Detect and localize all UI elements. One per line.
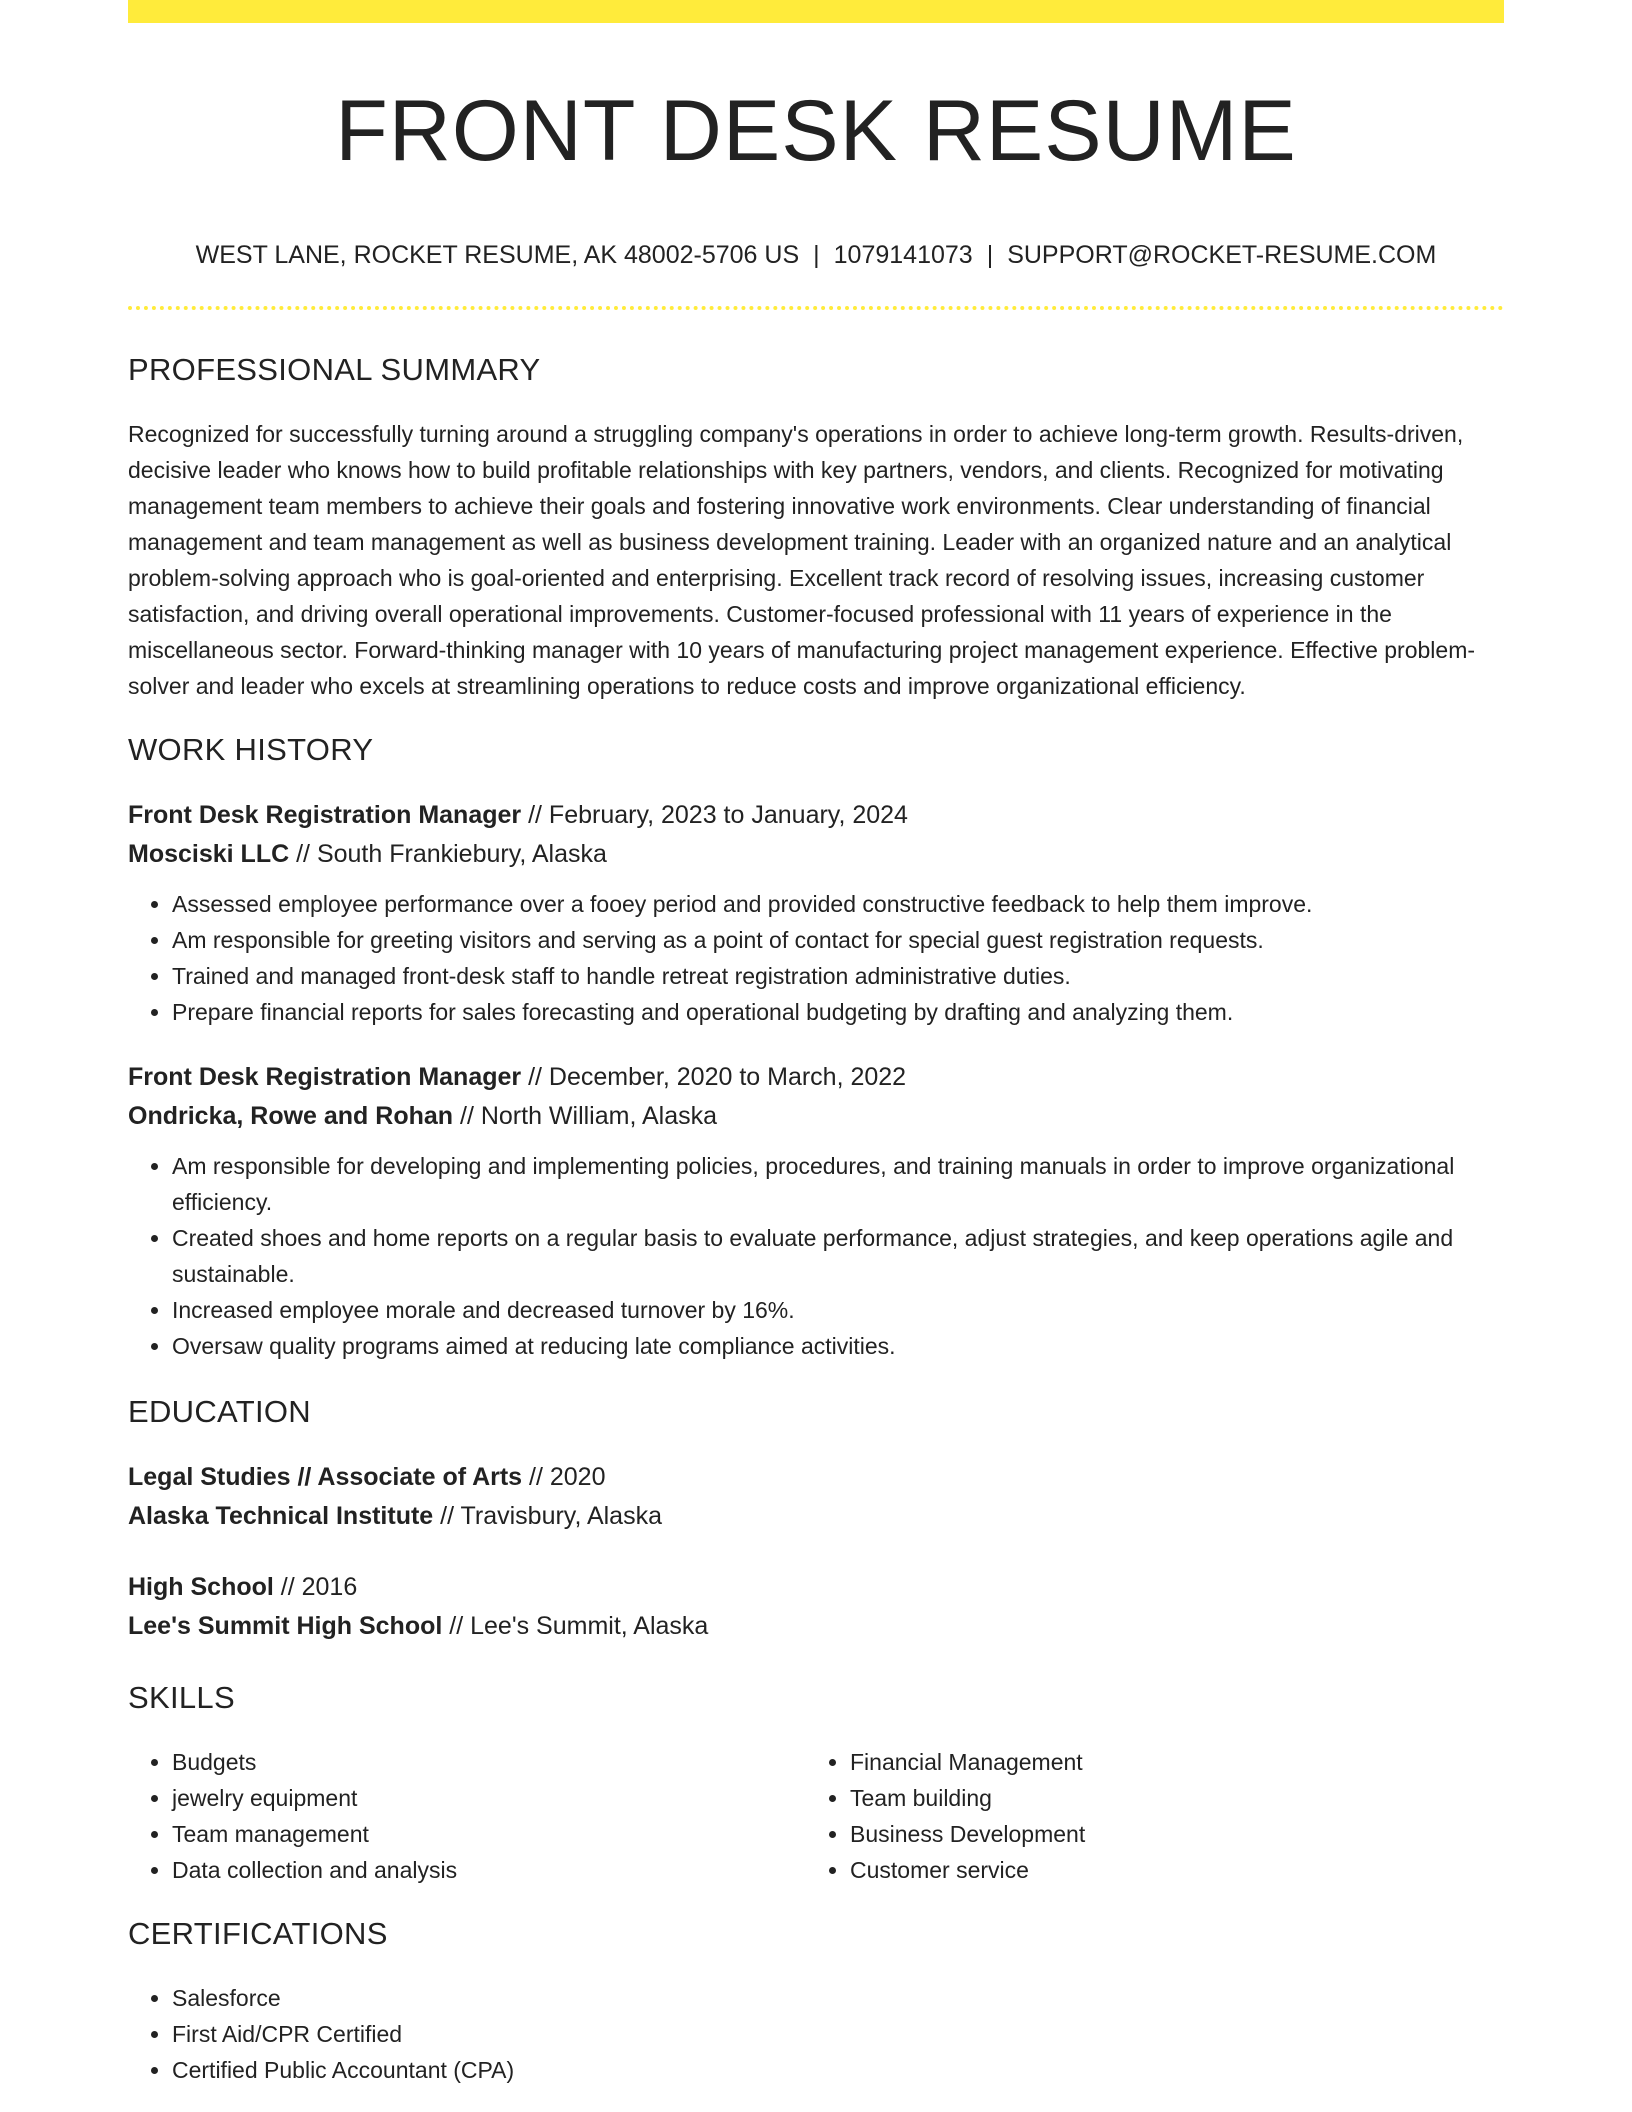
- job-entry: [128, 796, 1504, 1030]
- education-entry: [128, 1568, 1504, 1646]
- summary-heading: PROFESSIONAL SUMMARY: [128, 352, 541, 387]
- education-degree-line: [128, 1568, 1504, 1607]
- job-dates: // February, 2023 to January, 2024: [521, 801, 908, 829]
- job-duty: • Am responsible for developing and implementing policies, procedures, and training manuals in order to improve organizational efficiency.: [172, 1148, 1504, 1220]
- job-company: Ondricka, Rowe and Rohan: [128, 1102, 454, 1130]
- skills-list: [806, 1744, 1484, 1888]
- skill-item: • Data collection and analysis: [172, 1852, 806, 1888]
- education-school: Alaska Technical Institute: [128, 1502, 434, 1530]
- certification-item: • First Aid/CPR Certified: [172, 2016, 1504, 2052]
- job-dates: // December, 2020 to March, 2022: [521, 1063, 907, 1091]
- education-school-line: [128, 1497, 1504, 1536]
- skill-item: • Business Development: [850, 1816, 1484, 1852]
- skills-grid: [128, 1744, 1504, 1888]
- job-title-line: [128, 1058, 1504, 1097]
- education-degree-line: [128, 1458, 1504, 1497]
- resume-title: FRONT DESK RESUME: [335, 83, 1297, 179]
- contact-separator: |: [986, 241, 994, 269]
- education-location: // Lee's Summit, Alaska: [442, 1612, 709, 1640]
- education-school: Lee's Summit High School: [128, 1612, 443, 1640]
- job-title: Front Desk Registration Manager: [128, 1063, 522, 1091]
- summary-text: Recognized for successfully turning around a struggling company's operations in order to achieve long-term growth. Results-driven, decisive leader who knows how to build profitable relationships with key partners, vendors, and clients. Recognized for motivating management team members to achieve their goals and fostering innovative work environments. Clear understanding of financial management and team management as well as business development training. Leader with an organized nature and an analytical problem-solving approach who is goal-oriented and enterprising. Excellent track record of resolving issues, increasing customer satisfaction, and driving overall operational improvements. Customer-focused professional with 11 years of experience in the miscellaneous sector. Forward-thinking manager with 10 years of manufacturing project management experience. Effective problem-solver and leader who excels at streamlining operations to reduce costs and improve organizational efficiency.: [128, 421, 1476, 699]
- education-year: // 2020: [522, 1463, 606, 1491]
- contact-email: SUPPORT@ROCKET-RESUME.COM: [1007, 241, 1437, 269]
- skill-item: • Financial Management: [850, 1744, 1484, 1780]
- job-duty: • Am responsible for greeting visitors and serving as a point of contact for special guest registration requests.: [172, 922, 1504, 958]
- resume-page: [128, 0, 1504, 2112]
- skills-section: [128, 1678, 1504, 1888]
- certification-item: • Salesforce: [172, 1980, 1504, 2016]
- job-company-line: [128, 1097, 1504, 1136]
- skill-item: • Budgets: [172, 1744, 806, 1780]
- summary-section: [128, 350, 1504, 704]
- skills-column-right: [806, 1744, 1484, 1888]
- work-history-section: [128, 730, 1504, 1364]
- skill-item: • Team building: [850, 1780, 1484, 1816]
- certifications-heading: CERTIFICATIONS: [128, 1916, 388, 1951]
- skills-list: [128, 1744, 806, 1888]
- job-duty: • Prepare financial reports for sales forecasting and operational budgeting by drafting and analyzing them.: [172, 994, 1504, 1030]
- job-duties-list: [128, 1148, 1504, 1364]
- education-heading: EDUCATION: [128, 1394, 311, 1429]
- job-duty: • Assessed employee performance over a fooey period and provided constructive feedback to help them improve.: [172, 886, 1504, 922]
- certifications-list: [128, 1980, 1504, 2088]
- job-duties-list: [128, 886, 1504, 1030]
- job-location: // North William, Alaska: [453, 1102, 718, 1130]
- skills-heading: SKILLS: [128, 1680, 235, 1715]
- job-duty: • Increased employee morale and decreased turnover by 16%.: [172, 1292, 1504, 1328]
- work-history-heading: WORK HISTORY: [128, 732, 374, 767]
- job-entry: [128, 1058, 1504, 1364]
- education-year: // 2016: [273, 1573, 358, 1601]
- job-duty: • Oversaw quality programs aimed at reducing late compliance activities.: [172, 1328, 1504, 1364]
- skill-item: • Team management: [172, 1816, 806, 1852]
- skill-item: • Customer service: [850, 1852, 1484, 1888]
- contact-separator: |: [813, 241, 820, 269]
- job-company-line: [128, 835, 1504, 874]
- education-entry: [128, 1458, 1504, 1536]
- job-company: Mosciski LLC: [128, 840, 290, 868]
- job-location: // South Frankiebury, Alaska: [289, 840, 607, 868]
- education-degree: Legal Studies // Associate of Arts: [128, 1463, 523, 1491]
- education-degree: High School: [128, 1573, 274, 1601]
- header-divider: [128, 306, 1504, 310]
- resume-content: [128, 350, 1504, 2088]
- job-duty: • Created shoes and home reports on a regular basis to evaluate performance, adjust strategies, and keep operations agile and sustainable.: [172, 1220, 1504, 1292]
- certification-item: • Certified Public Accountant (CPA): [172, 2052, 1504, 2088]
- accent-top-bar: [128, 0, 1504, 23]
- contact-address: WEST LANE, ROCKET RESUME, AK 48002-5706 US: [195, 241, 800, 269]
- contact-phone: 1079141073: [833, 241, 973, 269]
- skill-item: • jewelry equipment: [172, 1780, 806, 1816]
- certifications-section: [128, 1914, 1504, 2088]
- education-school-line: [128, 1607, 1504, 1646]
- job-title: Front Desk Registration Manager: [128, 801, 522, 829]
- contact-line: [128, 238, 1504, 272]
- skills-column-left: [128, 1744, 806, 1888]
- job-duty: • Trained and managed front-desk staff to handle retreat registration administrative duties.: [172, 958, 1504, 994]
- job-title-line: [128, 796, 1504, 835]
- education-section: [128, 1392, 1504, 1646]
- education-location: // Travisbury, Alaska: [433, 1502, 662, 1530]
